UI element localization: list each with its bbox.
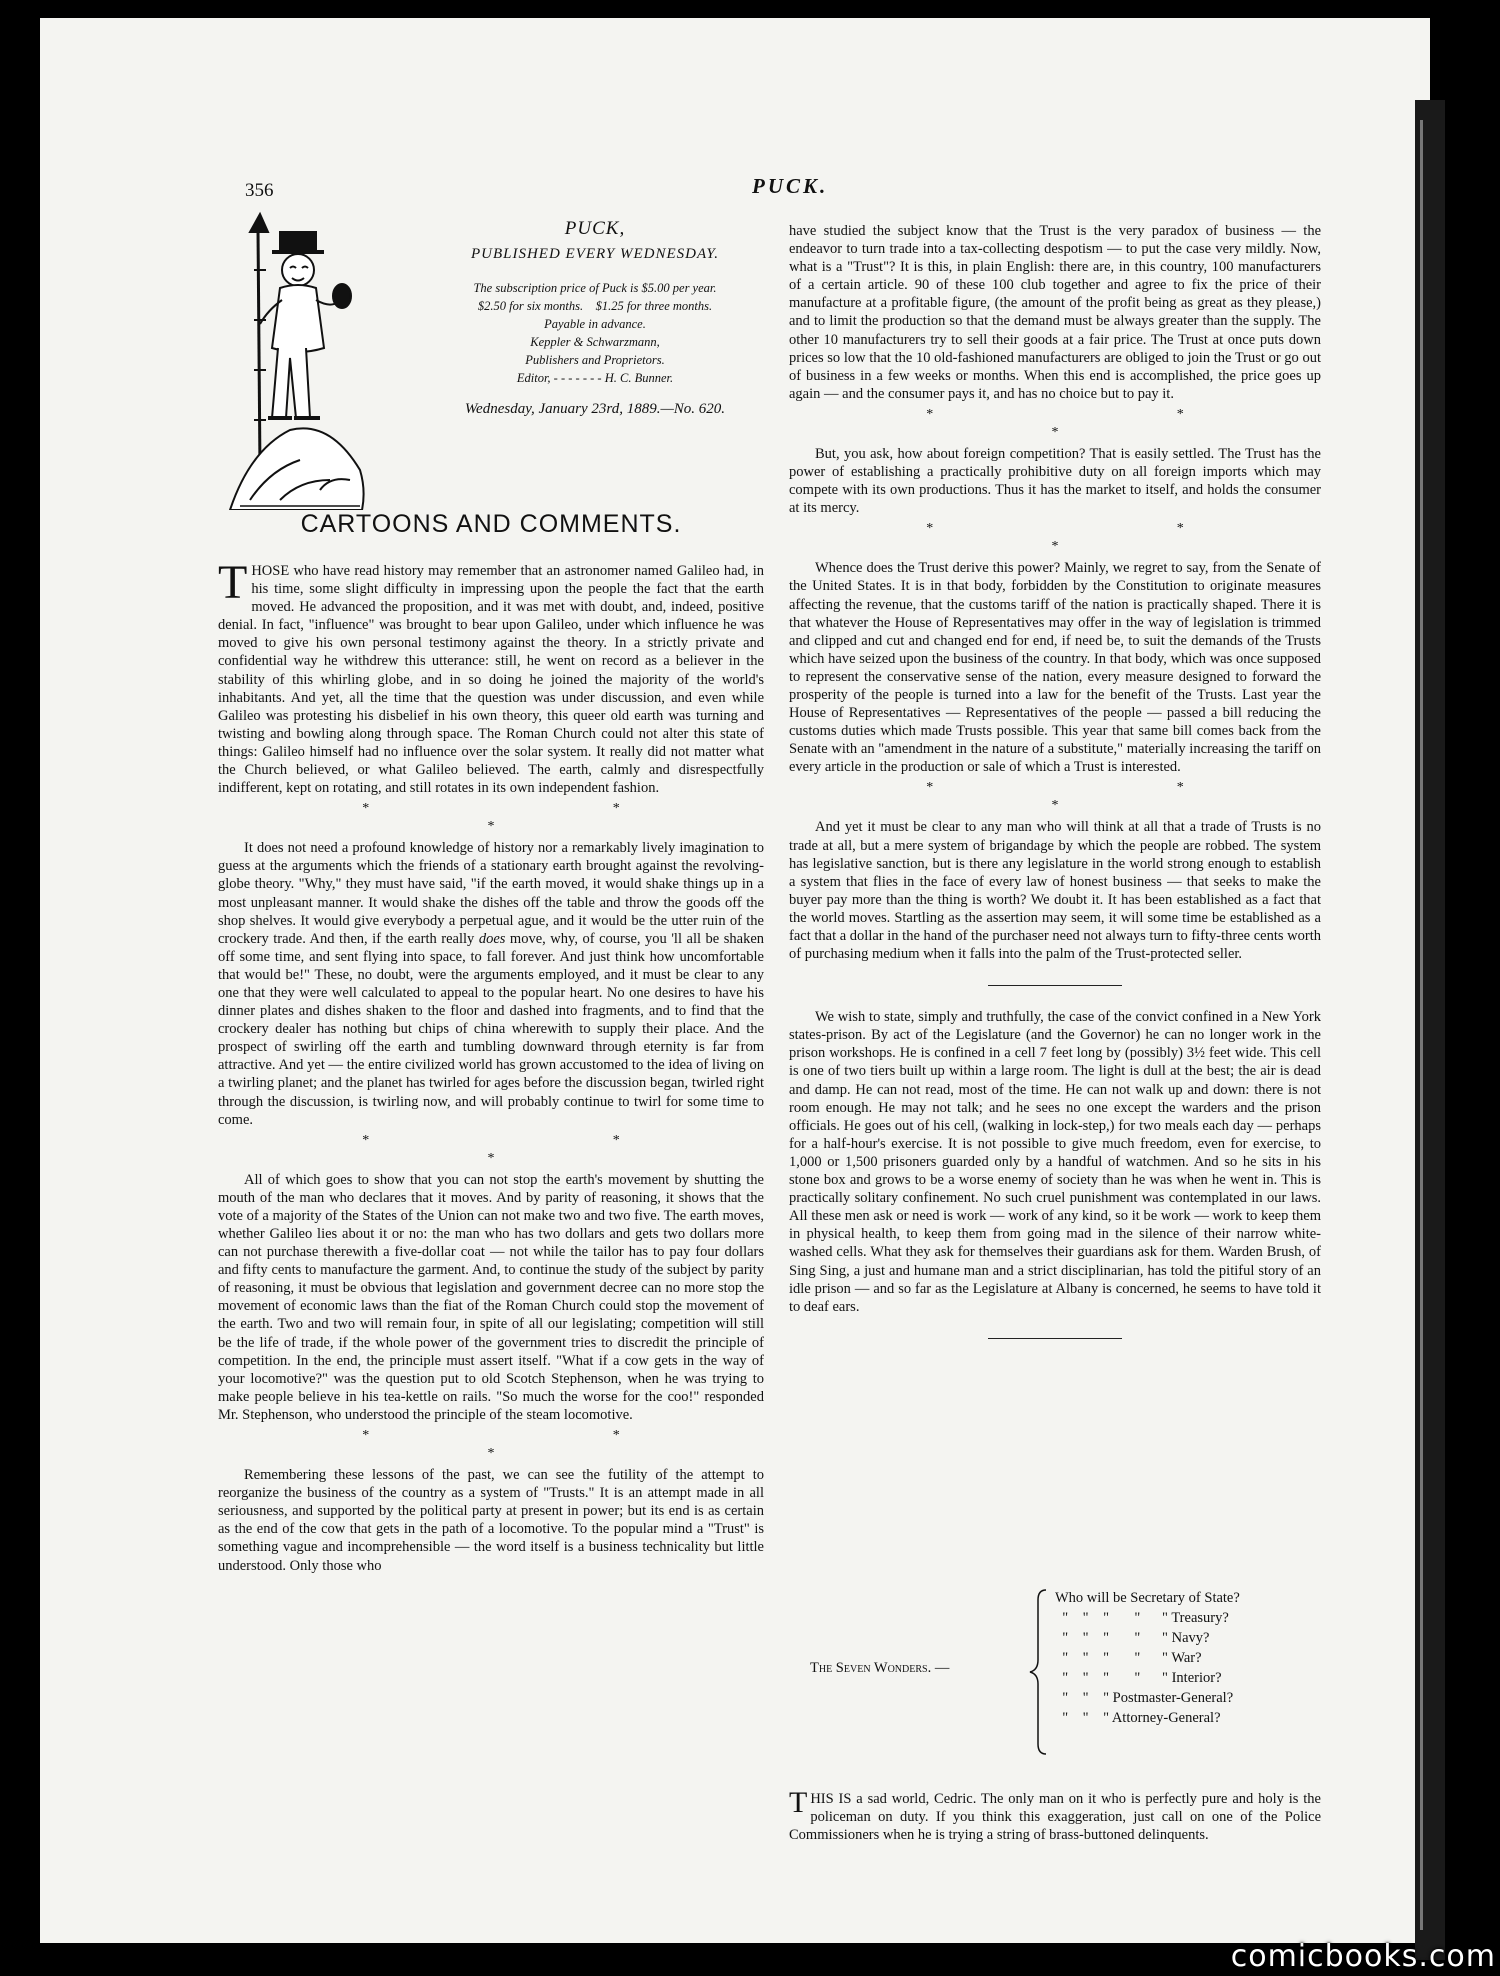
section-rule xyxy=(988,985,1122,986)
article-paragraph: have studied the subject know that the Trust is the very paradox of business — the endeavor to turn trade into a tax-collecting despotism — to put the case very mildly. Now, what is a "Trust"? It is this, in plain English: there are, in this country, 100 manufacturers of a certain article. 90 of these 100 club together and agree to fix the price of their manufacture at a profitable figure, (the amount of the profit being as great as they please,) and to limit the production so that the demand must be always greater than the supply. The other 10 manufacturers try to sell their goods at a fair price. The Trust at once puts down prices so low that the 10 old-fashioned manufacturers are obliged to join the Trust or go out of business in a few weeks or months. When this end is accomplished, the price goes up again — and the consumer pays it, and has no choice but to pay it. xyxy=(789,223,1321,402)
section-stars: * * * xyxy=(926,780,1304,814)
verse-line: " " " Postmaster-General? xyxy=(1055,1690,1234,1706)
section-stars: * * * xyxy=(362,1132,740,1166)
masthead-line: $2.50 for six months. $1.25 for three months. xyxy=(477,299,713,313)
verse-line: " " " " " Interior? xyxy=(1055,1670,1222,1686)
verse-line: " " " " " Treasury? xyxy=(1055,1610,1229,1626)
article-paragraph: Whence does the Trust derive this power? Mainly, we regret to say, from the Senate of the United States. It is in that body, forbidden by the Constitution to originate measures affecting the revenue, that the customs tariff of the nation is practically shaped. There it is that whatever the House of Representatives may offer in the way of legislation is trimmed and clipped and cut and changed end for end, if need be, to suit the demands of the Trusts which have seized upon the business of the country. In that body, which was once supposed to represent the conservative sense of the nation, every measure designed to forward the prosperity of the people is turned into a law for the benefit of the Trusts. Last year the House of Representatives — Representatives of the people — passed a bill reducing the customs duties which made Trusts possible. This year that same bill comes back from the Senate with an "amendment in the nature of a substitute," materially increasing the tariff on every article in the production or sale of which a Trust is interested. xyxy=(789,560,1321,776)
masthead-line: The subscription price of Puck is $5.00 per year. xyxy=(473,281,717,295)
masthead-line: Editor, - - - - - - - H. C. Bunner. xyxy=(516,371,674,385)
left-column xyxy=(218,556,765,1575)
article-paragraph: All of which goes to show that you can not stop the earth's movement by shutting the mouth of the man who declares that it moves. And by parity of reasoning, it shows that the vote of a majority of the States of the Union can not make two and two five. The earth moves, whether Galileo lies about it or no: the man who has two dollars and gets two dollars more can not purchase therewith a five-dollar coat — not while the tailor has to pay four dollars and fifty cents to manufacture the garment. And, to continue the study of the subject by parity of reasoning, it must be obvious that legislation and government decree can no more stop the movement of economic laws than the fiat of the Roman Church could stop the movement of the earth. Two and two will remain four, in spite of all our legislating; competition will still be the life of trade, if the whole power of the government tries to discredit the principle of competition. In the end, the principle must assert itself. "What if a cow gets in the way of your locomotive?" was the question put to old Scotch Stephenson, when he was trying to make people believe in his tea-kettle on rails. "So much the worse for the coo!" responded Mr. Stephenson, who understood the principle of the steam locomotive. xyxy=(218,1171,764,1423)
section-title: CARTOONS AND COMMENTS. xyxy=(300,510,682,538)
puck-figure-illustration xyxy=(220,210,370,510)
masthead xyxy=(425,218,765,418)
verse-line: " " " " " War? xyxy=(1055,1650,1202,1666)
section-stars: * * * xyxy=(362,1428,740,1462)
masthead-subtitle: PUBLISHED EVERY WEDNESDAY. xyxy=(470,246,720,262)
masthead-line: Publishers and Proprietors. xyxy=(525,353,665,367)
masthead-line: Payable in advance. xyxy=(544,317,646,331)
verse-line: Who will be Secretary of State? xyxy=(1055,1590,1240,1606)
verse-line: " " " Attorney-General? xyxy=(1055,1710,1221,1726)
watermark: comicbooks.com xyxy=(1230,1939,1496,1974)
section-stars: * * * xyxy=(362,801,740,835)
drop-cap: T xyxy=(789,1786,808,1819)
curly-brace xyxy=(1028,1588,1048,1756)
seven-wonders-lines xyxy=(1055,1588,1240,1728)
section-stars: * * * xyxy=(926,406,1304,440)
article-paragraph: We wish to state, simply and truthfully, the case of the convict confined in a New York states-prison. By act of the Legislature (and the Governor) he can no longer work in the prison workshops. He is confined in a cell 7 feet long by (possibly) 3½ feet wide. This cell is one of two tiers built up within a large room. The light is dull at the best; the air is dead and damp. He can not read, most of the time. He can not walk up and down: there is not room enough. He may not talk; and he sees no one except the warders and the prison officials. He goes out of his cell, (walking in lock-step,) for two meals each day — perhaps for a half-hour's exercise. It is not possible to give much freedom, even for exercise, to 1,000 or 1,500 prisoners guarded only by a handful of watchmen. And so he sits in his stone box and grows to be a worse enemy of society than he was when he went in. This is practically solitary confinement. No such cruel punishment was contemplated in our laws. All these men ask or need is work — work of any kind, so it be work — work to keep them in physical health, to keep them from going mad in the silence of their narrow white-washed cells. What they ask for themselves their guardians ask for them. Warden Brush, of Sing Sing, a just and humane man and a strict disciplinarian, has told the pitiful story of an idle prison — and so far as the Legislature at Albany is concerned, he seems to have told it to deaf ears. xyxy=(789,1009,1321,1315)
running-head: PUCK. xyxy=(752,174,829,198)
seven-wonders-verse xyxy=(810,1588,1330,1758)
masthead-title: PUCK, xyxy=(564,218,626,239)
article-paragraph: It does not need a profound knowledge of history nor a remarkably lively imagination to guess at the arguments which the friends of a stationary earth brought against the revolving-globe theory. "Why," they must have said, "if the earth moved, it would shake things up in a most unpleasant manner. It would shake the dishes off the table and throw the goods off the shop shelves. It would give everybody a perpetual ague, and it would be the utter ruin of the crockery trade. And then, if the earth really does move, why, of course, you 'll all be shaken off some time, and sent flying into space, to fall forever. And just think how uncomfortable that would be!" These, no doubt, were the arguments employed, and it must be clear to any one that they were well calculated to appeal to the popular heart. No one desires to have his dinner plates and dishes shaken to the floor and dashed into fragments, and to find that the crockery dealer has nothing but chips of china wherewith to supply their place. And the prospect of swirling off the earth and tumbling downward through eternity is far from attractive. And yet — the entire civilized world has grown accustomed to the idea of living on a twirling planet; and the planet has twirled for ages before the discussion began, twirled right through the discussion, is twirling now, and will probably continue to twirl for some time to come. xyxy=(218,840,765,1128)
section-stars: * * * xyxy=(926,521,1304,555)
article-paragraph: Remembering these lessons of the past, we can see the futility of the attempt to reorganize the business of the country as a system of "Trusts." It is an attempt made in all seriousness, and supported by the political party at present in power; but its end is as certain as the end of the cow that gets in the path of a locomotive. To the popular mind a "Trust" is something vague and incomprehensible — the word itself is a business technicality but little understood. Only those who xyxy=(218,1467,764,1574)
section-rule xyxy=(988,1338,1122,1339)
right-column xyxy=(789,222,1321,1361)
seven-wonders-label: The Seven Wonders. — xyxy=(810,1660,950,1676)
article-paragraph: And yet it must be clear to any man who will think at all that a trade of Trusts is no trade at all, but a mere system of brigandage by which the people are robbed. The system has legislative sanction, but is there any legislature in the world strong enough to establish a system that flies in the face of every law of honest business — that seeks to make the buyer pay more than the thing is worth? We doubt it. It has been established as a fact that the world moves. Startling as the assertion may seem, it will some time be established as a fact that a dollar in the hand of the purchaser need not always turn to fifty-three cents worth of purchasing medium when it falls into the palm of the Trust-protected seller. xyxy=(789,819,1321,963)
closing-paragraph-block xyxy=(789,1786,1321,1844)
drop-cap: T xyxy=(218,556,248,609)
issue-date: Wednesday, January 23rd, 1889.—No. 620. xyxy=(464,401,726,417)
article-paragraph: But, you ask, how about foreign competition? That is easily settled. The Trust has the power of establishing a practically prohibitive duty on all foreign imports which may compete with its own productions. Thus it has the market to itself, and holds the consumer at its mercy. xyxy=(789,445,1321,517)
masthead-line: Keppler & Schwarzmann, xyxy=(530,335,660,349)
verse-line: " " " " " Navy? xyxy=(1055,1630,1210,1646)
article-paragraph: THIS IS a sad world, Cedric. The only man on it who is perfectly pure and holy is the policeman on duty. If you think this exaggeration, just call on one of the Police Commissioners when he is trying a string of brass-buttoned delinquents. xyxy=(789,1786,1321,1844)
page-number: 356 xyxy=(245,180,274,201)
page-edge-line xyxy=(1420,120,1423,1930)
article-paragraph: THOSE who have read history may remember that an astronomer named Galileo had, in his time, some slight difficulty in impressing upon the people the fact that the earth moved. He advanced the proposition, and it was met with doubt, and, indeed, positive denial. In fact, "influence" was brought to bear upon Galileo, under which influence he was moved to give his own personal testimony against the theory. In a strictly private and confidential way he withdrew this utterance: still, he went on record as a believer in the stability of this whirling globe, and in so doing he joined the majority of the world's inhabitants. And yet, all the time that the question was under discussion, and even while Galileo was protesting his disbelief in his own theory, this queer old earth was turning and twisting and bowling along through space. The Roman Church could not alter this state of things: Galileo himself had no influence over the solar system. It really did not matter what the Church believed, or what Galileo believed. The earth, calmly and disrespectfully indifferent, kept on rotating, and still rotates in its own independent fashion. xyxy=(218,556,764,797)
